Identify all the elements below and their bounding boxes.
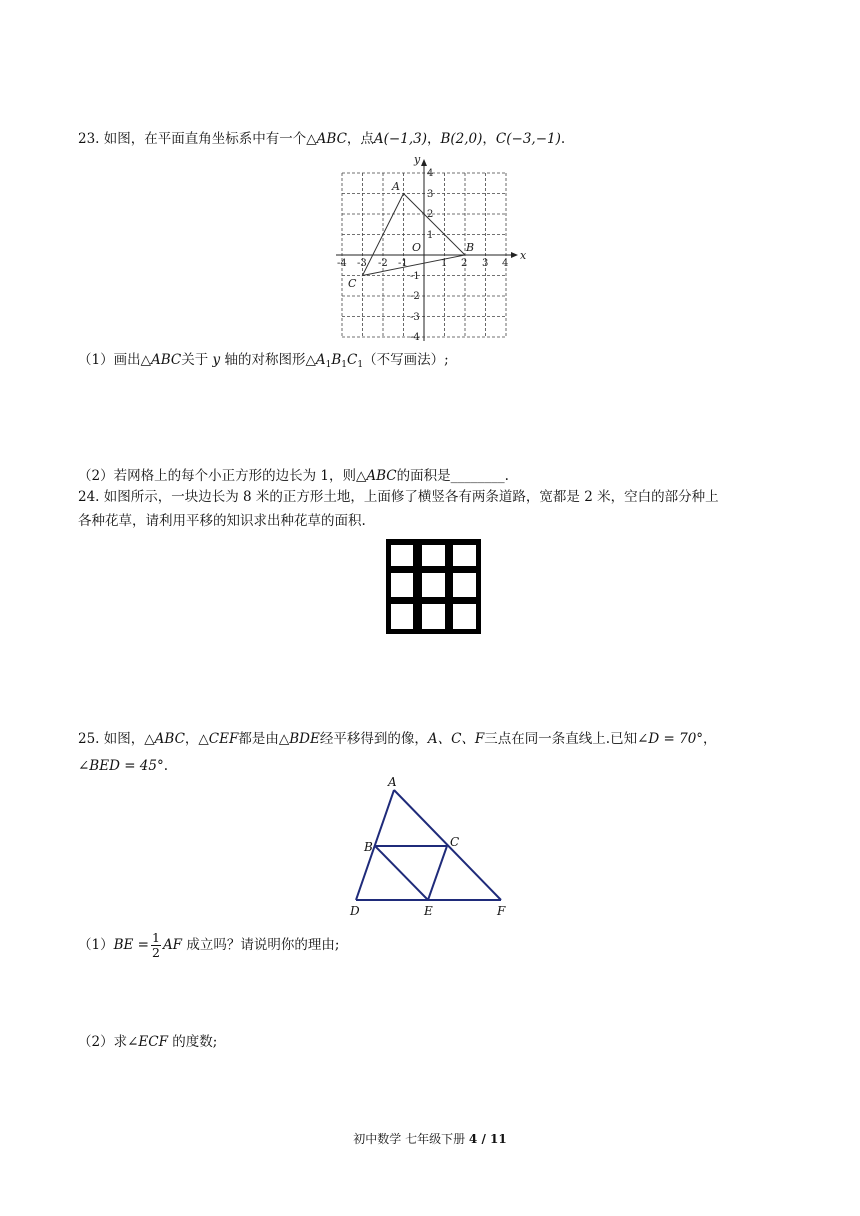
q25-angle-bed: ∠BED = 45° bbox=[78, 758, 164, 774]
q23-part1-text: （1）画出 bbox=[78, 352, 141, 368]
q25-triangle-cef: △CEF bbox=[198, 731, 239, 747]
q23-ytick: -4 bbox=[410, 332, 420, 343]
q23-x-arrow bbox=[511, 252, 518, 258]
q23-xtick: 3 bbox=[482, 258, 489, 269]
q25-triangle-bde: △BDE bbox=[278, 731, 320, 747]
q23-part2 bbox=[78, 466, 509, 486]
q23-part1-text-c: 轴的对称图形 bbox=[224, 352, 306, 368]
q23-label-c: C bbox=[348, 277, 357, 290]
q23-part1-y: y bbox=[212, 352, 221, 368]
q25-sep: ， bbox=[184, 731, 199, 747]
q25-label-c: C bbox=[450, 835, 460, 849]
q24-plot bbox=[422, 545, 445, 566]
q25-part2-text-b: 的度数; bbox=[172, 1034, 218, 1050]
q25-fraction-num: 1 bbox=[151, 930, 160, 945]
q23-ytick: 3 bbox=[427, 189, 434, 200]
q23-xtick: -3 bbox=[357, 258, 367, 269]
q25-stem-line1 bbox=[78, 729, 717, 749]
q25-part1-text-b: 成立吗？请说明你的理由; bbox=[186, 937, 340, 953]
q23-ytick: -3 bbox=[410, 312, 420, 323]
q23-part1-image-a: △A bbox=[305, 352, 326, 368]
q23-x-axis-label: x bbox=[520, 249, 527, 262]
q23-period: . bbox=[560, 131, 566, 147]
q25-part1 bbox=[78, 930, 339, 960]
q23-part1-sub3: 1 bbox=[357, 360, 364, 370]
q23-label-a: A bbox=[392, 180, 400, 193]
q25-points: A、C、F bbox=[427, 731, 485, 747]
q23-ytick: 4 bbox=[427, 168, 434, 179]
q24-plot bbox=[453, 545, 476, 566]
q24-stem-line1: 24. 如图所示，一块边长为 8 米的正方形土地，上面修了横竖各有两条道路，宽都是 2 米，空白的部分种上 bbox=[78, 489, 719, 505]
q23-xtick: -2 bbox=[378, 258, 388, 269]
q24-plot bbox=[391, 573, 413, 597]
q23-part1 bbox=[78, 350, 449, 375]
q25-angle-d: ∠D = 70° bbox=[637, 731, 704, 747]
q25-stem-text-d: 三点在同一条直线上.已知 bbox=[484, 731, 638, 747]
q23-point-c: C(−3,−1) bbox=[495, 131, 561, 147]
q25-period: . bbox=[163, 758, 169, 774]
q23-part1-sub1: 1 bbox=[325, 360, 332, 370]
q23-triangle: △ABC bbox=[306, 131, 347, 147]
q25-part2-angle: ∠ECF bbox=[127, 1034, 168, 1050]
q25-part1-be: BE = bbox=[113, 937, 149, 953]
q24-grid-figure bbox=[386, 539, 481, 634]
q25-label-d: D bbox=[350, 904, 360, 918]
q25-label-b: B bbox=[364, 840, 373, 854]
page-footer bbox=[0, 1130, 860, 1147]
q25-fraction-den: 2 bbox=[151, 945, 160, 960]
q23-comma-2: ， bbox=[482, 131, 496, 147]
q25-stem-text: 25. 如图， bbox=[78, 731, 145, 747]
q23-part2-triangle: △ABC bbox=[355, 468, 397, 484]
q23-part1-text-b: 关于 bbox=[181, 352, 209, 368]
q23-xtick: 2 bbox=[461, 258, 468, 269]
q25-part1-text: （1） bbox=[78, 937, 114, 953]
q23-part1-image-b: B bbox=[331, 352, 342, 368]
q23-xtick: 1 bbox=[441, 258, 448, 269]
q25-part2 bbox=[78, 1032, 217, 1052]
q23-ytick: 2 bbox=[427, 209, 434, 220]
q24-plot bbox=[453, 604, 476, 629]
q23-ytick: -2 bbox=[410, 291, 420, 302]
q23-part1-text-d: （不写画法）; bbox=[363, 352, 449, 368]
q24-plot bbox=[453, 573, 476, 597]
q23-ytick: -1 bbox=[410, 271, 420, 282]
q25-part1-af: AF bbox=[162, 937, 183, 953]
q25-segment bbox=[428, 846, 447, 900]
q23-point-b: B(2,0) bbox=[440, 131, 483, 147]
q25-stem-text-e: ， bbox=[703, 731, 717, 747]
q23-y-arrow bbox=[421, 159, 427, 166]
footer-text: 初中数学 七年级下册 bbox=[353, 1132, 466, 1146]
q23-part2-text: （2）若网格上的每个小正方形的边长为 1，则 bbox=[78, 468, 356, 484]
q23-part1-image-c: C bbox=[347, 352, 358, 368]
q23-stem-text-b: ，点 bbox=[346, 131, 374, 147]
q23-origin-label: O bbox=[412, 241, 422, 254]
q23-part2-text-b: 的面积是________. bbox=[396, 468, 509, 484]
q25-stem-line2 bbox=[78, 756, 168, 776]
q23-stem-text: 23. 如图，在平面直角坐标系中有一个 bbox=[78, 131, 307, 147]
q25-lines bbox=[356, 790, 501, 900]
q25-stem-text-c: 经平移得到的像， bbox=[319, 731, 428, 747]
q25-label-a: A bbox=[388, 775, 397, 789]
page-number: 4 / 11 bbox=[468, 1132, 507, 1146]
q25-fraction bbox=[151, 931, 161, 960]
q24-plot bbox=[391, 545, 413, 566]
q24-stem-line2: 各种花草，请利用平移的知识求出种花草的面积. bbox=[78, 513, 366, 529]
q23-comma-1: ， bbox=[426, 131, 441, 147]
q24-plot bbox=[422, 573, 445, 597]
q25-label-e: E bbox=[424, 904, 433, 918]
q23-label-b: B bbox=[466, 241, 475, 254]
q24-plot bbox=[422, 604, 445, 629]
q24-plot bbox=[391, 604, 413, 629]
q23-y-axis-label: y bbox=[414, 153, 421, 166]
q23-xtick: -4 bbox=[337, 258, 347, 269]
q25-label-f: F bbox=[497, 904, 506, 918]
q23-xtick: 4 bbox=[502, 258, 509, 269]
q23-part1-triangle: △ABC bbox=[140, 352, 182, 368]
q23-point-a: A(−1,3) bbox=[373, 131, 427, 147]
q25-part2-text: （2）求 bbox=[78, 1034, 128, 1050]
q23-xtick: -1 bbox=[398, 258, 408, 269]
q25-triangle-abc: △ABC bbox=[144, 731, 185, 747]
q25-stem-text-b: 都是由 bbox=[238, 731, 279, 747]
q23-part1-sub2: 1 bbox=[341, 360, 347, 370]
q25-segment bbox=[375, 846, 428, 900]
q25-triangle-figure bbox=[340, 774, 530, 919]
q23-stem bbox=[78, 129, 565, 149]
q23-ytick: 1 bbox=[427, 230, 434, 241]
q23-coordinate-figure bbox=[330, 152, 530, 344]
